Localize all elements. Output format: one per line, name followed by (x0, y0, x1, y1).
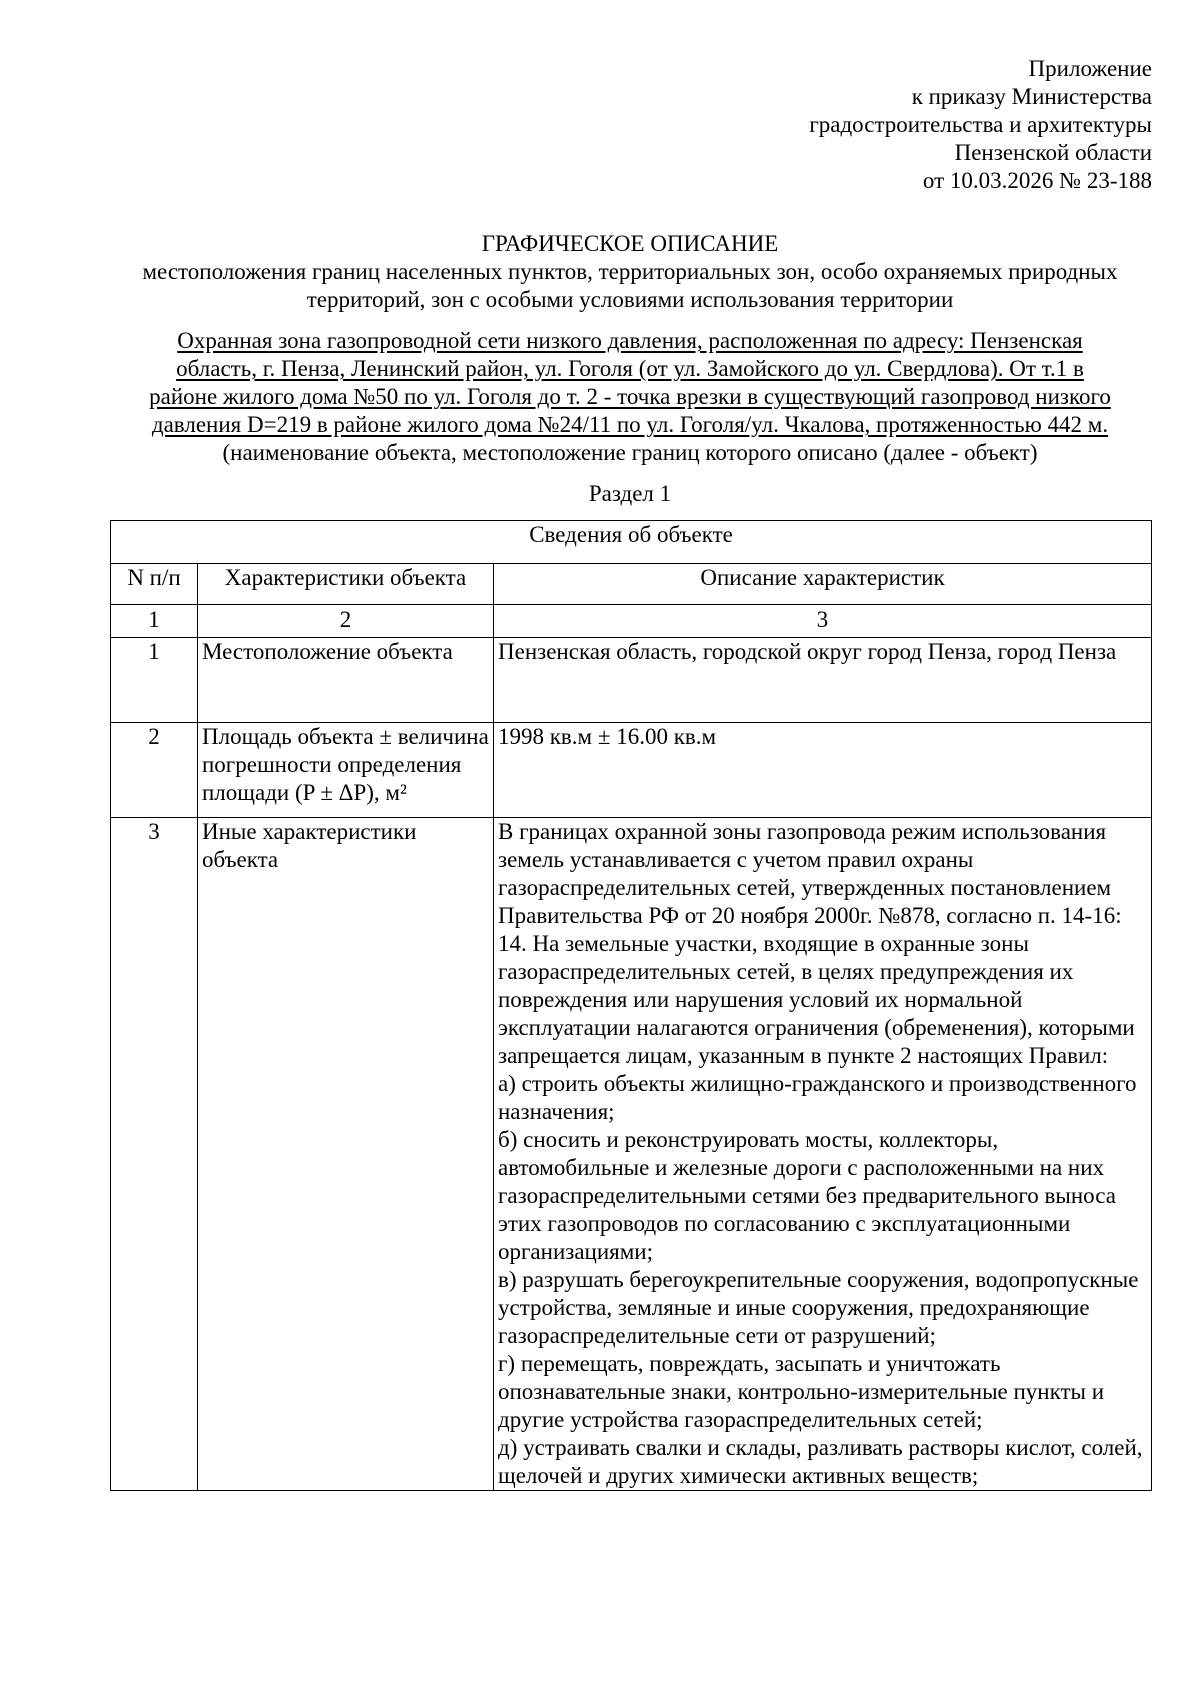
header-number: N п/п (111, 564, 198, 605)
title-subtitle-line: местоположения границ населенных пунктов, территориальных зон, особо охраняемых природных (142, 259, 1118, 284)
appendix-line: Приложение (1028, 56, 1152, 81)
row-number: 3 (111, 818, 198, 1491)
appendix-line: от 10.03.2026 № 23-188 (922, 168, 1152, 193)
row-description: Пензенская область, городской округ город Пенза, город Пенза (494, 638, 1152, 723)
header-description: Описание характеристик (494, 564, 1152, 605)
table-row (111, 818, 1152, 1491)
title-subtitle-line: территорий, зон с особыми условиями использования территории (306, 287, 954, 312)
object-name-line: Охранная зона газопроводной сети низкого давления, расположенная по адресу: Пензенская (177, 328, 1083, 353)
title-heading: ГРАФИЧЕСКОЕ ОПИСАНИЕ (481, 231, 779, 256)
description-paragraph: в) разрушать берегоукрепительные сооружения, водопропускные устройства, земляные и иные сооружения, предохраняющие газораспределительные сети от разрушений; (498, 1267, 1139, 1348)
table-caption: Сведения об объекте (111, 521, 1152, 564)
row-characteristic: Площадь объекта ± величина погрешности определения площади (P ± ΔP), м² (198, 723, 494, 818)
object-name-line: районе жилого дома №50 по ул. Гоголя до т. 2 - точка врезки в существующий газопровод низкого (149, 384, 1111, 409)
row-description (494, 818, 1152, 1491)
description-paragraph: а) строить объекты жилищно-гражданского и производственного назначения; (498, 1071, 1137, 1124)
row-characteristic: Иные характеристики объекта (198, 818, 494, 1491)
row-characteristic: Местоположение объекта (198, 638, 494, 723)
section-title: Раздел 1 (588, 481, 672, 506)
appendix-line: Пензенской области (954, 140, 1152, 165)
table-caption-row (111, 521, 1152, 564)
appendix-line: к приказу Министерства (911, 84, 1152, 109)
column-number: 2 (198, 605, 494, 638)
document-title (110, 230, 1150, 314)
object-name-block (110, 327, 1150, 467)
description-paragraph: д) устраивать свалки и склады, разливать растворы кислот, солей, щелочей и других химически активных веществ; (498, 1435, 1143, 1488)
table-row (111, 638, 1152, 723)
column-number: 3 (494, 605, 1152, 638)
header-characteristic: Характеристики объекта (198, 564, 494, 605)
object-name-line: область, г. Пенза, Ленинский район, ул. Гоголя (от ул. Замойского до ул. Свердлова). От т.1 в (176, 356, 1084, 381)
description-paragraph: б) сносить и реконструировать мосты, коллекторы, автомобильные и железные дороги с расположенными на них газораспределительными сетями без предварительного выноса этих газопроводов по согласованию с эксплуатационными организациями; (498, 1127, 1116, 1264)
object-name-caption: (наименование объекта, местоположение границ которого описано (далее - объект) (222, 440, 1038, 465)
column-number: 1 (111, 605, 198, 638)
description-paragraph: В границах охранной зоны газопровода режим использования земель устанавливается с учетом правил охраны газораспределительных сетей, утвержденных постановлением Правительства РФ от 20 ноября 2000г. №878, согласно п. 14-16: (498, 819, 1122, 928)
table-row (111, 723, 1152, 818)
object-info-table (110, 520, 1152, 1491)
appendix-line: градостроительства и архитектуры (809, 112, 1152, 137)
appendix-header (809, 55, 1152, 195)
description-paragraph: г) перемещать, повреждать, засыпать и уничтожать опознавательные знаки, контрольно-измерительные пункты и другие устройства газораспределительных сетей; (498, 1351, 1105, 1432)
row-number: 1 (111, 638, 198, 723)
description-paragraph: 14. На земельные участки, входящие в охранные зоны газораспределительных сетей, в целях предупреждения их повреждения или нарушения условий их нормальной эксплуатации налагаются ограничения (обременения), которыми запрещается лицам, указанным в пункте 2 настоящих Правил: (498, 931, 1135, 1068)
object-name-line: давления D=219 в районе жилого дома №24/11 по ул. Гоголя/ул. Чкалова, протяженностью 442 м. (151, 412, 1109, 437)
row-description: 1998 кв.м ± 16.00 кв.м (494, 723, 1152, 818)
table-header-row (111, 564, 1152, 605)
row-number: 2 (111, 723, 198, 818)
table-column-numbers-row (111, 605, 1152, 638)
